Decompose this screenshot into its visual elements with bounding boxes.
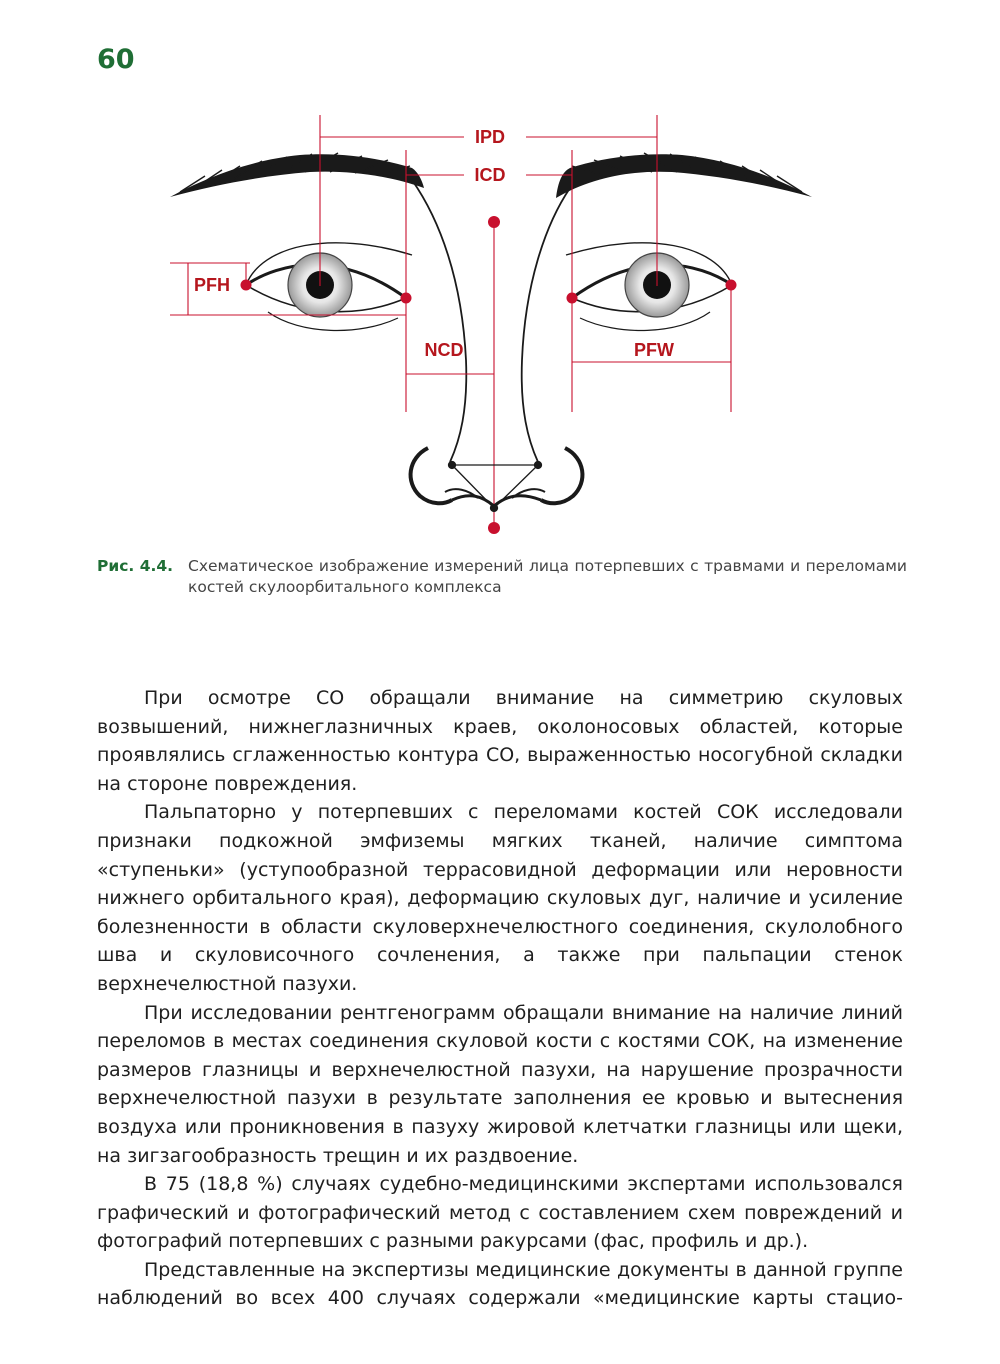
paragraph: При осмотре СО обращали внимание на симметрию скуловых возвышений, нижнеглазничных краев, околоносовых областей, которые проявлялись сглаженностью контура СО, выраженностью носогубной складки на стороне повреждения. xyxy=(97,687,903,795)
alar-left-point xyxy=(449,462,456,469)
subnasale-point xyxy=(488,522,500,534)
right-endocanthion-point xyxy=(567,293,578,304)
pfw-label: PFW xyxy=(634,340,674,360)
ncd-label: NCD xyxy=(424,340,464,360)
left-endocanthion-point xyxy=(401,293,412,304)
alar-right-point xyxy=(535,462,542,469)
paragraph: Пальпаторно у потерпевших с переломами костей СОК исследовали признаки подкожной эмфиземы мягких тканей, наличие симптома «ступеньки» (уступообразной террасовидной деформации или неровности нижнего орбитального края), деформацию скуловых дуг, наличие и усиление болезненности в области скуловерхнечелюстного соединения, скулолобного шва и скуловисочного сочленения, а также при пальпации стенок верхнечелюстной пазухи. xyxy=(97,801,903,995)
left-nostril-wing xyxy=(411,448,452,503)
right-exocanthion-point xyxy=(726,280,737,291)
paragraph: При исследовании рентгенограмм обращали внимание на наличие линий переломов в местах соединения скуловой кости с костями СОК, на изменение размеров глазницы и верхнечелюстной пазухи, на нарушение прозрачности верхнечелюстной пазухи в результате заполнения ее кровью и вытеснения воздуха или проникновения в пазуху жировой клетчатки глазницы или щеки, на зигзагообразность трещин и их раздвоение. xyxy=(97,1001,903,1167)
pfh-label: PFH xyxy=(194,275,230,295)
caption-text: Схематическое изображение измерений лица потерпевших с травмами и переломами костей скулоорбитального комплекса xyxy=(188,557,907,596)
paragraph: Представленные на экспертизы медицинские документы в данной группе наблюдений во всех 400 случаях содержали «медицинские карты стацио- xyxy=(97,1258,903,1310)
nose-base xyxy=(452,496,541,506)
glabella-point xyxy=(488,216,500,228)
left-exocanthion-point xyxy=(241,280,252,291)
nose-right-outline xyxy=(522,188,570,462)
nose-left-outline xyxy=(412,180,466,462)
paragraph: В 75 (18,8 %) случаях судебно-медицинскими экспертами использовался графический и фотографический метод с составлением схем повреждений и фотографий потерпевших с разными ракурсами (фас, профиль и др.). xyxy=(97,1173,903,1253)
body-text xyxy=(97,684,903,1313)
right-eye xyxy=(566,243,732,331)
page-number: 60 xyxy=(97,44,135,75)
figure-caption xyxy=(97,556,907,598)
pronasale-point xyxy=(491,505,498,512)
left-eye xyxy=(246,243,412,331)
caption-number: Рис. 4.4. xyxy=(97,557,174,575)
icd-label: ICD xyxy=(474,165,506,185)
ipd-label: IPD xyxy=(474,127,506,147)
face-measurement-figure xyxy=(150,100,850,550)
right-nostril-wing xyxy=(541,448,582,503)
